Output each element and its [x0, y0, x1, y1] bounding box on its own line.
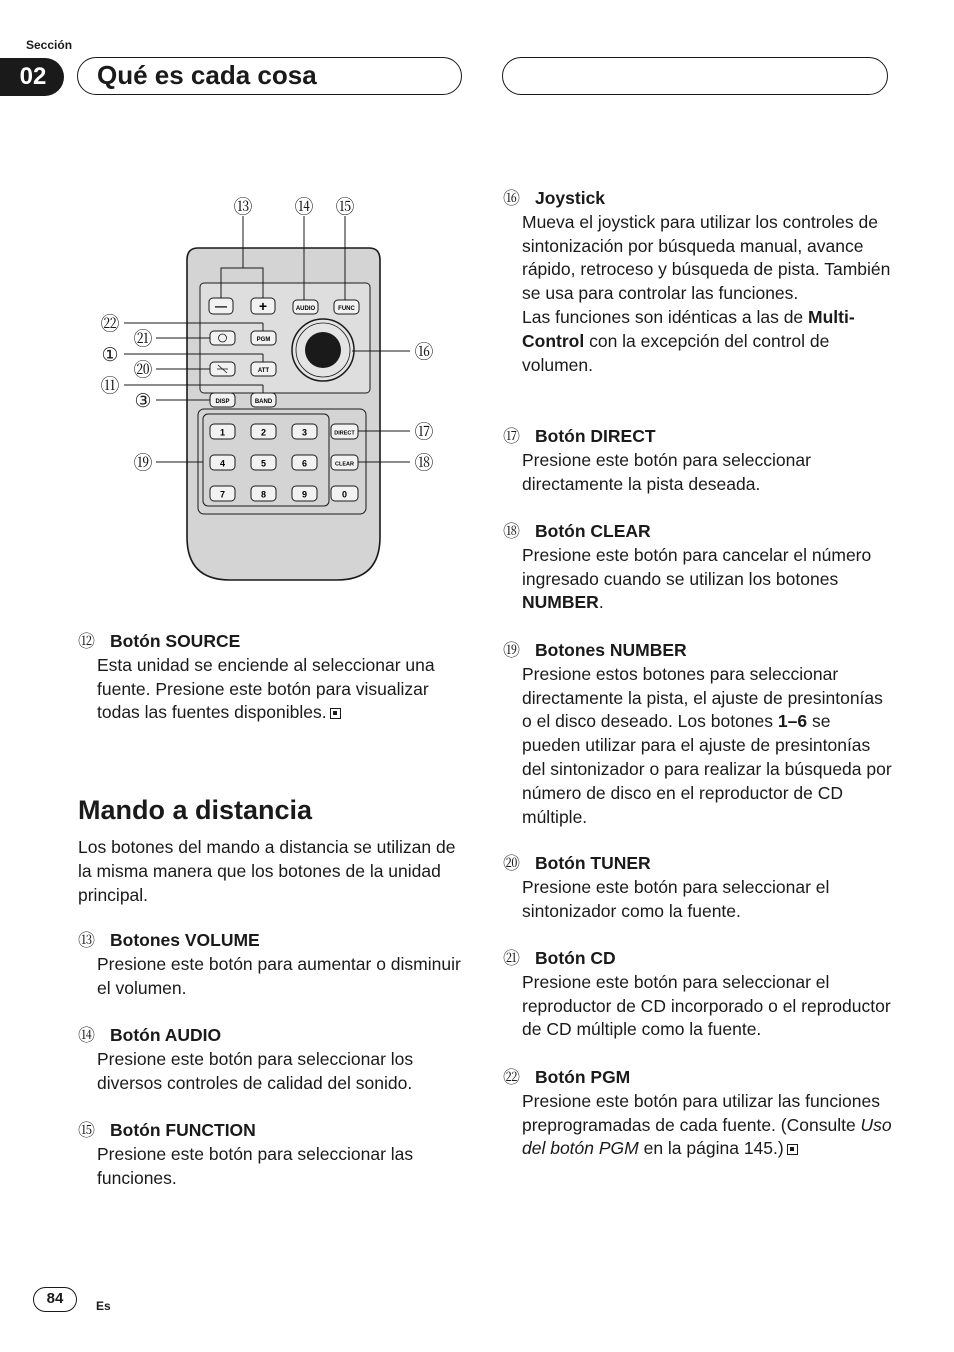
svg-text:ATT: ATT [257, 368, 270, 374]
number-key-0 [331, 486, 358, 501]
callout-19: ⑲ [133, 453, 153, 474]
item-pgm [503, 1066, 893, 1161]
section-number-badge: 02 [0, 58, 64, 96]
item-text: Presione este botón para seleccionar las funciones. [97, 1143, 414, 1188]
item-number: ⑫ [78, 632, 95, 651]
item-title: Botón FUNCTION [110, 1120, 256, 1140]
number-key-1 [210, 424, 235, 439]
svg-text:DIRECT: DIRECT [334, 430, 355, 437]
svg-text:PGM: PGM [256, 337, 271, 343]
svg-text:2: 2 [260, 427, 267, 438]
svg-text:1: 1 [219, 427, 226, 438]
item-text: Presione este botón para seleccionar el reproductor de CD incorporado o el reproductor de CD múltiple como la fuente. [522, 971, 891, 1040]
svg-text:6: 6 [301, 458, 308, 469]
item-number: ㉒ [503, 1068, 520, 1087]
item-number: ⑭ [78, 1026, 95, 1045]
item-title: Botón TUNER [535, 853, 651, 873]
direct-button [331, 424, 358, 439]
item-title: Botón CD [535, 948, 616, 968]
item-cd [503, 947, 893, 1042]
item-title: Botones NUMBER [535, 640, 687, 660]
callout-14: ⑭ [294, 197, 314, 218]
page-number: 84 [33, 1287, 77, 1312]
number-key-5 [251, 455, 276, 470]
item-joystick [503, 187, 893, 377]
number-key-2 [251, 424, 276, 439]
item-audio [78, 1024, 463, 1095]
item-title: Joystick [535, 188, 606, 208]
callout-13: ⑬ [233, 197, 253, 218]
svg-text:DISP: DISP [215, 399, 230, 405]
func-button [334, 300, 359, 314]
callout-16: ⑯ [414, 342, 434, 363]
number-key-4 [210, 455, 235, 470]
item-text-secondary: Las funciones son idénticas a las de Multi-Control con la excepción del control de volumen. [522, 306, 855, 375]
svg-text:9: 9 [301, 489, 308, 500]
item-text: Presione este botón para utilizar las funciones preprogramadas de cada fuente. (Consulte Uso del botón PGM en la página 145.) [522, 1090, 892, 1159]
item-source [78, 630, 463, 725]
clear-button [331, 455, 358, 470]
svg-text:8: 8 [260, 489, 267, 500]
page-title: Qué es cada cosa [77, 57, 462, 95]
plus-button [251, 298, 275, 314]
number-key-9 [292, 486, 317, 501]
header-blank-box [502, 57, 888, 95]
language-code: Es [96, 1299, 111, 1313]
item-text: Presione este botón para seleccionar directamente la pista deseada. [522, 449, 811, 494]
minus-button [209, 298, 233, 314]
end-mark-icon [330, 708, 341, 719]
item-text: Presione este botón para seleccionar el sintonizador como la fuente. [522, 876, 830, 921]
item-number: ⑯ [503, 189, 520, 208]
svg-text:AUDIO: AUDIO [295, 306, 316, 312]
item-number: ⑲ [503, 641, 520, 660]
svg-text:5: 5 [260, 458, 267, 469]
joystick [292, 319, 354, 381]
item-text: Presione este botón para seleccionar los diversos controles de calidad del sonido. [97, 1048, 414, 1093]
item-volume [78, 929, 463, 1000]
disp-button [210, 393, 235, 407]
item-title: Botón PGM [535, 1067, 631, 1087]
callout-3: ③ [134, 391, 152, 412]
svg-text:+: + [258, 298, 268, 314]
tuner-button [210, 362, 235, 376]
svg-text:FUNC: FUNC [338, 306, 355, 312]
item-number: ⑬ [78, 931, 95, 950]
item-clear [503, 520, 893, 615]
item-number: ⑱ [503, 522, 520, 541]
callout-20: ⑳ [133, 360, 153, 381]
cd-button [210, 331, 235, 345]
callout-17: ⑰ [414, 422, 434, 443]
callout-18: ⑱ [414, 453, 434, 474]
svg-text:0: 0 [341, 489, 348, 500]
item-direct [503, 425, 893, 496]
number-key-6 [292, 455, 317, 470]
section-label: Sección [26, 38, 73, 52]
item-number: ㉑ [503, 949, 520, 968]
item-text: Presione estos botones para seleccionar directamente la pista, el ajuste de presintonías o el disco deseado. Los botones 1–6 se pueden utilizar para el ajuste de presintonías del sintonizador o para realizar la búsqueda por número de disco en el reproductor de CD múltiple. [522, 663, 892, 827]
number-key-3 [292, 424, 317, 439]
end-mark-icon [787, 1144, 798, 1155]
item-text: Esta unidad se enciende al seleccionar una fuente. Presione este botón para visualizar todas las fuentes disponibles. [97, 654, 435, 723]
item-title: Botones VOLUME [110, 930, 260, 950]
audio-button [293, 300, 318, 314]
svg-text:BAND: BAND [254, 399, 273, 405]
item-number: ⑰ [503, 427, 520, 446]
svg-text:7: 7 [219, 489, 226, 500]
remote-control-figure [90, 185, 450, 595]
intro-paragraph: Los botones del mando a distancia se utilizan de la misma manera que los botones de la unidad principal. [78, 837, 456, 905]
pgm-button [251, 331, 276, 345]
callout-1: ① [101, 345, 119, 366]
item-title: Botón DIRECT [535, 426, 656, 446]
svg-text:—: — [215, 299, 227, 313]
att-button [251, 362, 276, 376]
callout-11: ⑪ [100, 376, 120, 397]
svg-text:4: 4 [219, 458, 226, 469]
item-tuner [503, 852, 893, 923]
number-key-8 [251, 486, 276, 501]
item-number-buttons [503, 639, 893, 829]
item-title: Botón SOURCE [110, 631, 241, 651]
item-text: Presione este botón para aumentar o disminuir el volumen. [97, 953, 461, 998]
item-text: Mueva el joystick para utilizar los controles de sintonización por búsqueda manual, avance rápido, retroceso y búsqueda de pista. También se usa para controlar las funciones. [522, 211, 891, 304]
item-text: Presione este botón para cancelar el número ingresado cuando se utilizan los botones NUMBER. [522, 544, 872, 613]
callout-21: ㉑ [133, 329, 153, 350]
svg-text:CLEAR: CLEAR [335, 461, 354, 468]
band-button [251, 393, 276, 407]
item-number: ⑳ [503, 854, 520, 873]
section-heading-mando: Mando a distancia [78, 795, 313, 825]
item-number: ⑮ [78, 1121, 95, 1140]
item-function [78, 1119, 463, 1190]
callout-22: ㉒ [100, 314, 120, 335]
callout-15: ⑮ [335, 197, 355, 218]
number-key-7 [210, 486, 235, 501]
item-title: Botón CLEAR [535, 521, 651, 541]
svg-text:3: 3 [301, 427, 308, 438]
item-title: Botón AUDIO [110, 1025, 222, 1045]
